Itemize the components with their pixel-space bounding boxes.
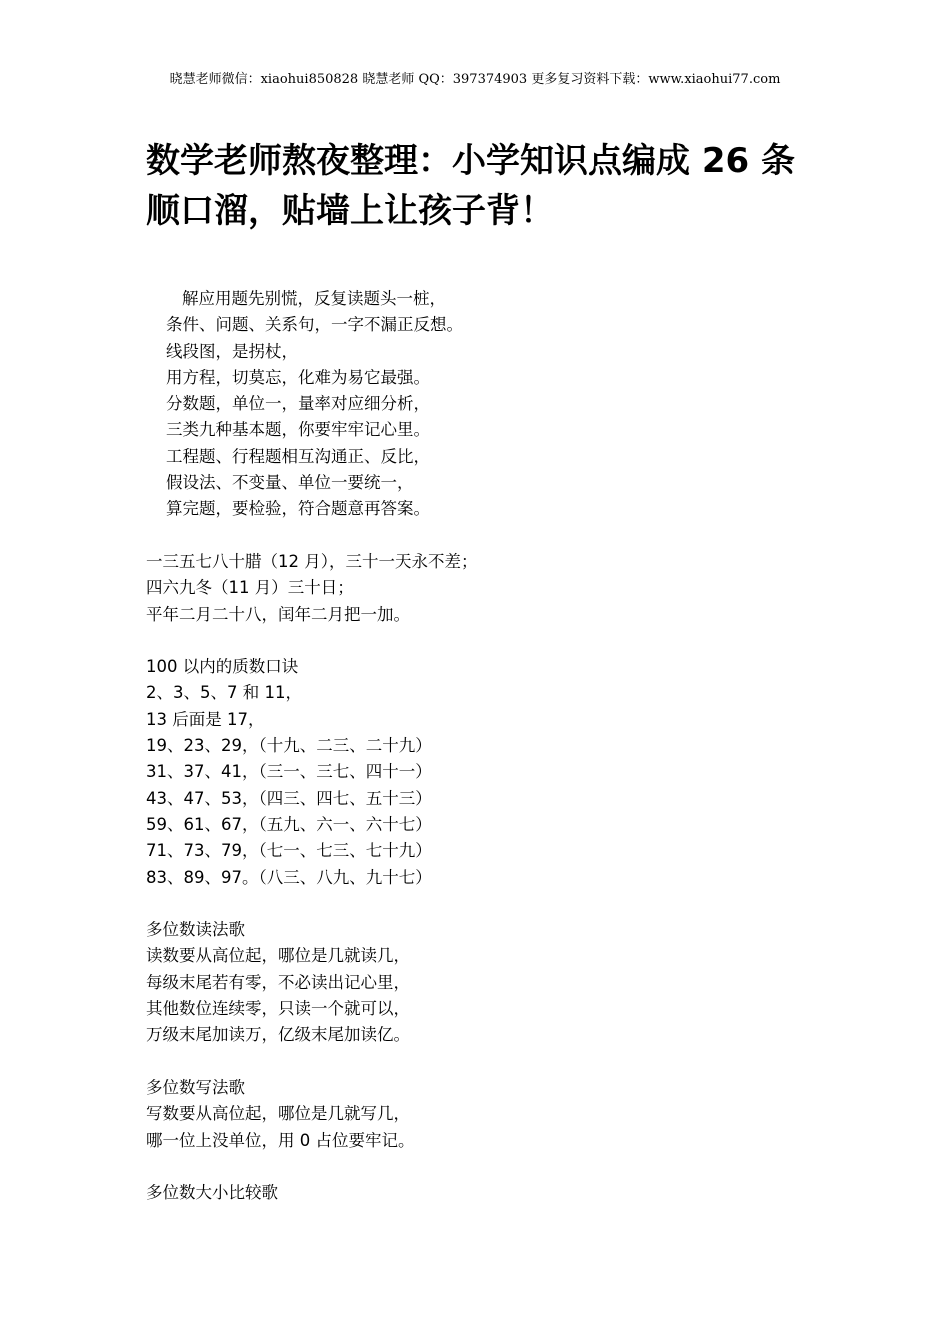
reading-line: 万级末尾加读万，亿级末尾加读亿。 [146,1025,410,1045]
page-header: 晓慧老师微信：xiaohui850828 晓慧老师 QQ：397374903 更多复习资料下载：www.xiaohui77.com [169,72,781,87]
primes-line: 19、23、29，（十九、二三、二十九） [146,736,432,756]
writing-line: 哪一位上没单位，用 0 占位要牢记。 [146,1130,415,1150]
primes-line: 31、37、41，（三一、三七、四十一） [146,762,432,782]
blank-line [146,628,826,654]
title-line-1: 数学老师熬夜整理：小学知识点编成 26 条 [146,141,795,181]
primes-line: 59、61、67，（五九、六一、六十七） [146,814,432,834]
section-heading: 多位数大小比较歌 [146,1183,278,1203]
primes-line: 2、3、5、7 和 11， [146,683,302,703]
section-heading: 100 以内的质数口诀 [146,657,299,677]
primes-line: 43、47、53，（四三、四七、五十三） [146,788,432,808]
writing-line: 写数要从高位起，哪位是几就写几， [146,1104,410,1124]
poem-line: 分数题，单位一，量率对应细分析， [166,394,430,414]
poem-line: 三类九种基本题，你要牢牢记心里。 [166,420,430,440]
primes-line: 13 后面是 17， [146,709,265,729]
primes-line: 71、73、79，（七一、七三、七十九） [146,841,432,861]
section-heading: 多位数写法歌 [146,1077,245,1097]
poem-line: 算完题，要检验，符合题意再答案。 [166,499,430,519]
document-body [146,286,826,1206]
primes-line: 83、89、97。（八三、八九、九十七） [146,867,432,887]
months-line: 四六九冬（11 月）三十日； [146,578,354,598]
poem-line: 条件、问题、关系句，一字不漏正反想。 [166,315,463,335]
poem-line: 假设法、不变量、单位一要统一， [166,473,414,493]
blank-line [146,1049,826,1075]
blank-line [146,1154,826,1180]
blank-line [146,523,826,549]
poem-line: 用方程，切莫忘，化难为易它最强。 [166,367,430,387]
reading-line: 每级末尾若有零，不必读出记心里， [146,972,410,992]
reading-line: 读数要从高位起，哪位是几就读几， [146,946,410,966]
reading-line: 其他数位连续零，只读一个就可以， [146,999,410,1019]
title-line-2: 顺口溜，贴墙上让孩子背！ [146,191,554,231]
poem-line: 解应用题先别慌，反复读题头一桩， [182,289,446,308]
poem-line: 工程题、行程题相互沟通正、反比， [166,446,430,466]
months-line: 平年二月二十八，闰年二月把一加。 [146,604,410,624]
months-line: 一三五七八十腊（12 月），三十一天永不差； [146,551,478,571]
poem-line: 线段图，是拐杖， [166,341,298,361]
section-heading: 多位数读法歌 [146,920,245,940]
document-title [146,136,826,236]
blank-line [146,891,826,917]
